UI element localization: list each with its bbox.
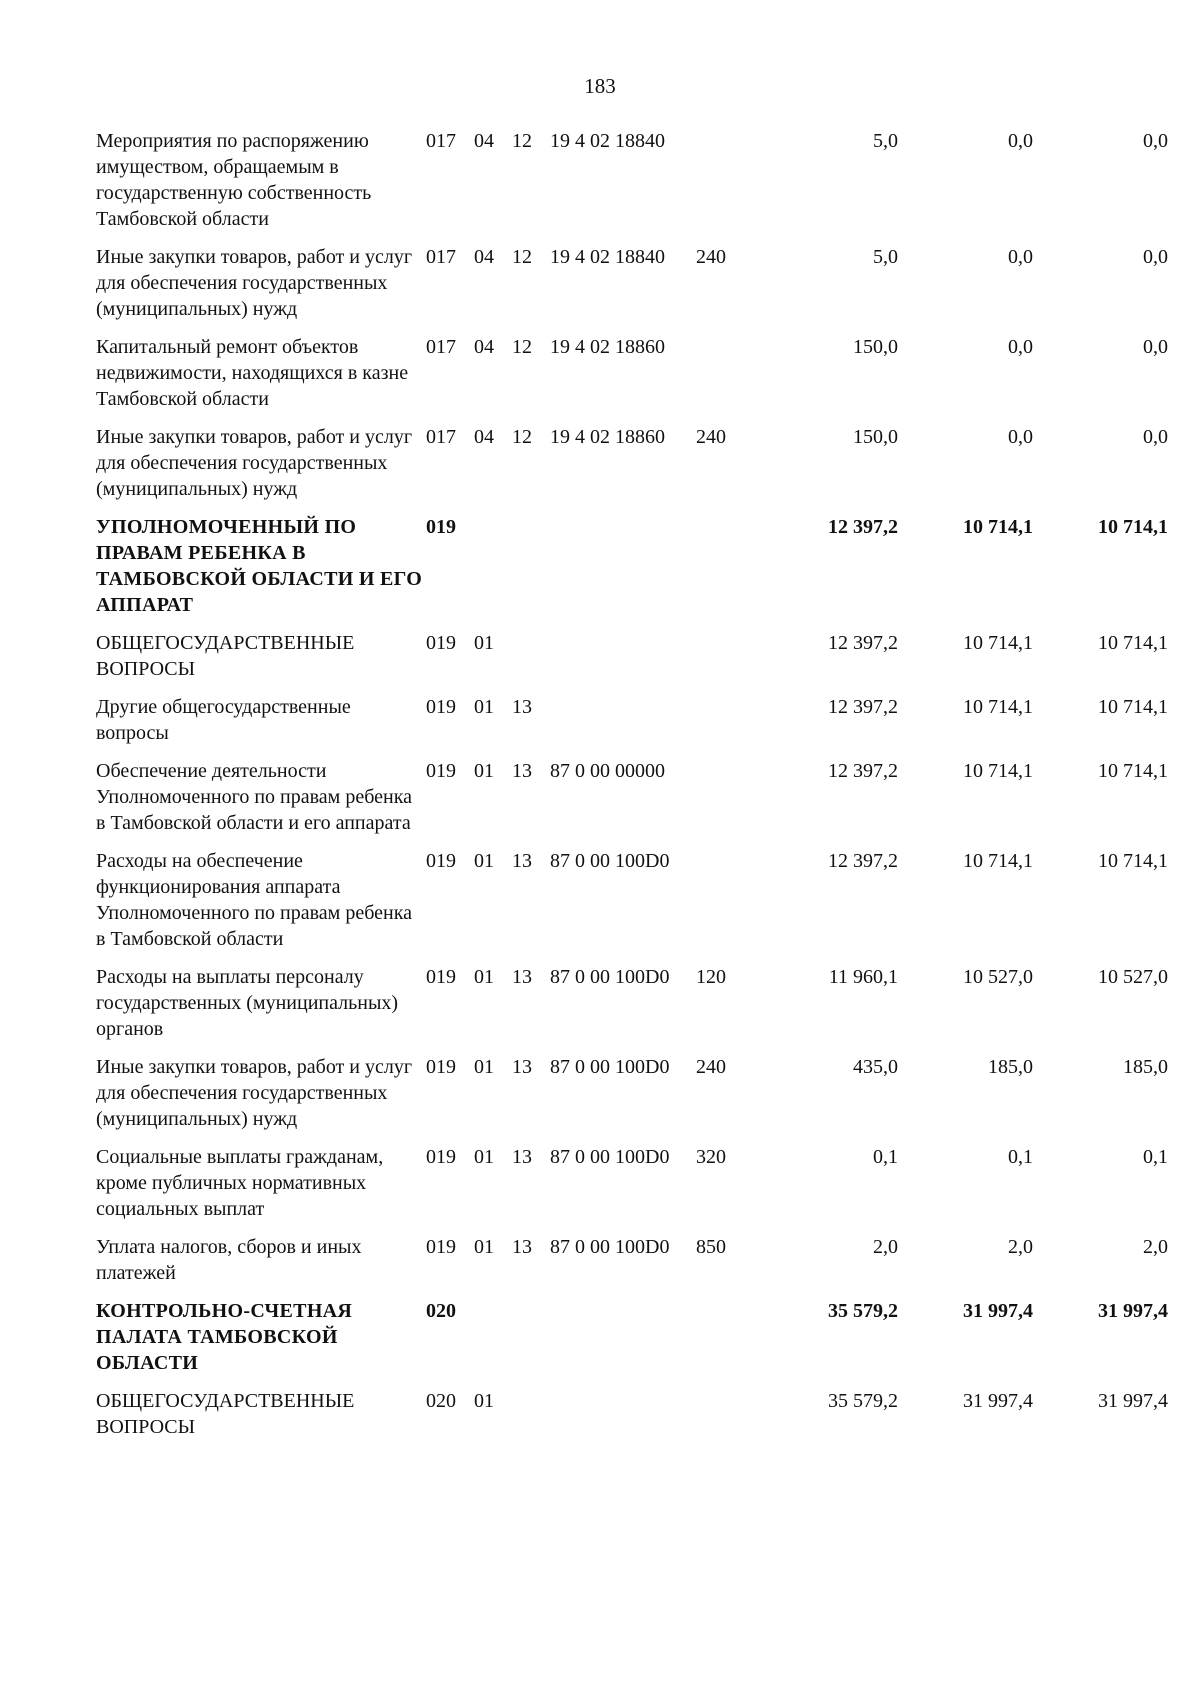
- row-vr: [696, 334, 748, 424]
- table-row: [96, 334, 1168, 424]
- row-name: Капитальный ремонт объектов недвижимости, находящихся в казне Тамбовской области: [96, 336, 409, 410]
- row-vr: 320: [696, 1146, 726, 1168]
- row-year3: 0,0: [1143, 426, 1168, 448]
- row-gr: 019: [426, 850, 456, 872]
- row-csr: 87 0 00 100D0: [550, 966, 670, 988]
- row-rz: [474, 514, 512, 630]
- row-year3: 185,0: [1123, 1056, 1168, 1078]
- row-name: Иные закупки товаров, работ и услуг для обеспечения государственных (муниципальных) нужд: [96, 246, 413, 320]
- row-pr: [512, 514, 550, 630]
- row-csr: [550, 694, 696, 758]
- row-year2: 10 714,1: [963, 696, 1033, 718]
- row-vr: 240: [696, 246, 726, 268]
- row-pr: 13: [512, 966, 532, 988]
- row-vr: 240: [696, 426, 726, 448]
- row-gr: 019: [426, 1236, 456, 1258]
- table-row: [96, 128, 1168, 244]
- row-pr: 13: [512, 696, 532, 718]
- row-year3: 2,0: [1143, 1236, 1168, 1258]
- row-gr: 019: [426, 632, 456, 654]
- row-rz: 01: [474, 696, 494, 718]
- row-vr: 120: [696, 966, 726, 988]
- row-year3: 10 714,1: [1098, 850, 1168, 872]
- row-pr: 13: [512, 850, 532, 872]
- row-year3: 0,0: [1143, 246, 1168, 268]
- table-row: [96, 964, 1168, 1054]
- row-pr: 12: [512, 130, 532, 152]
- row-csr: 87 0 00 100D0: [550, 850, 670, 872]
- row-gr: 017: [426, 246, 456, 268]
- row-csr: [550, 514, 696, 630]
- row-pr: [512, 630, 550, 694]
- row-year3: 10 527,0: [1098, 966, 1168, 988]
- row-pr: 13: [512, 1236, 532, 1258]
- row-year3: 31 997,4: [1098, 1390, 1168, 1412]
- table-row: [96, 1298, 1168, 1388]
- row-year1: 150,0: [853, 336, 898, 358]
- budget-table-body: [96, 128, 1168, 1452]
- row-gr: 019: [426, 760, 456, 782]
- row-year1: 435,0: [853, 1056, 898, 1078]
- row-year2: 31 997,4: [963, 1300, 1033, 1322]
- table-row: [96, 1388, 1168, 1452]
- row-gr: 019: [426, 1146, 456, 1168]
- row-year2: 31 997,4: [963, 1390, 1033, 1412]
- table-row: [96, 1054, 1168, 1144]
- row-gr: 020: [426, 1390, 456, 1412]
- row-year1: 12 397,2: [828, 696, 898, 718]
- row-year1: 35 579,2: [828, 1300, 898, 1322]
- table-row: [96, 1234, 1168, 1298]
- row-vr: [696, 630, 748, 694]
- row-pr: 13: [512, 760, 532, 782]
- row-gr: 017: [426, 426, 456, 448]
- row-gr: 019: [426, 516, 456, 538]
- row-year3: 31 997,4: [1098, 1300, 1168, 1322]
- row-pr: [512, 1388, 550, 1452]
- row-rz: [474, 1298, 512, 1388]
- row-vr: [696, 758, 748, 848]
- row-csr: 19 4 02 18840: [550, 130, 665, 152]
- row-year2: 2,0: [1008, 1236, 1033, 1258]
- row-year1: 12 397,2: [828, 632, 898, 654]
- row-rz: 01: [474, 966, 494, 988]
- row-rz: 04: [474, 130, 494, 152]
- row-name: УПОЛНОМОЧЕННЫЙ ПО ПРАВАМ РЕБЕНКА В ТАМБОВСКОЙ ОБЛАСТИ И ЕГО АППАРАТ: [96, 516, 423, 616]
- row-pr: 13: [512, 1146, 532, 1168]
- row-vr: [696, 1298, 748, 1388]
- row-year1: 11 960,1: [828, 966, 898, 988]
- row-year3: 10 714,1: [1098, 696, 1168, 718]
- row-rz: 01: [474, 850, 494, 872]
- row-vr: [696, 128, 748, 244]
- row-rz: 01: [474, 1236, 494, 1258]
- row-year2: 10 714,1: [963, 516, 1033, 538]
- row-year1: 5,0: [873, 246, 898, 268]
- row-name: Мероприятия по распоряжению имуществом, обращаемым в государственную собственность Тамбовской области: [96, 130, 372, 230]
- row-year3: 10 714,1: [1098, 516, 1168, 538]
- table-row: [96, 1144, 1168, 1234]
- row-rz: 04: [474, 336, 494, 358]
- row-name: Иные закупки товаров, работ и услуг для обеспечения государственных (муниципальных) нужд: [96, 1056, 413, 1130]
- row-gr: 017: [426, 336, 456, 358]
- row-year3: 0,0: [1143, 336, 1168, 358]
- row-rz: 01: [474, 1146, 494, 1168]
- row-year2: 185,0: [988, 1056, 1033, 1078]
- row-rz: 01: [474, 1056, 494, 1078]
- table-row: [96, 848, 1168, 964]
- row-csr: [550, 630, 696, 694]
- row-vr: 850: [696, 1236, 726, 1258]
- row-csr: 87 0 00 00000: [550, 760, 665, 782]
- table-row: [96, 630, 1168, 694]
- table-row: [96, 758, 1168, 848]
- page-number: 183: [584, 74, 616, 98]
- row-name: Уплата налогов, сборов и иных платежей: [96, 1236, 362, 1284]
- row-year3: 10 714,1: [1098, 760, 1168, 782]
- row-csr: 19 4 02 18840: [550, 246, 665, 268]
- row-name: Социальные выплаты гражданам, кроме публичных нормативных социальных выплат: [96, 1146, 384, 1220]
- row-rz: 04: [474, 246, 494, 268]
- row-gr: 019: [426, 696, 456, 718]
- row-name: Обеспечение деятельности Уполномоченного по правам ребенка в Тамбовской области и его аппарата: [96, 760, 412, 834]
- row-pr: 13: [512, 1056, 532, 1078]
- row-vr: [696, 1388, 748, 1452]
- row-csr: 87 0 00 100D0: [550, 1056, 670, 1078]
- row-gr: 017: [426, 130, 456, 152]
- row-year1: 5,0: [873, 130, 898, 152]
- row-name: Другие общегосударственные вопросы: [96, 696, 351, 744]
- row-pr: [512, 1298, 550, 1388]
- row-pr: 12: [512, 336, 532, 358]
- table-row: [96, 424, 1168, 514]
- row-csr: 19 4 02 18860: [550, 426, 665, 448]
- row-year2: 0,0: [1008, 336, 1033, 358]
- row-pr: 12: [512, 246, 532, 268]
- row-year1: 0,1: [873, 1146, 898, 1168]
- row-year1: 12 397,2: [828, 516, 898, 538]
- row-rz: 01: [474, 1390, 494, 1412]
- row-year3: 0,1: [1143, 1146, 1168, 1168]
- row-year2: 10 714,1: [963, 850, 1033, 872]
- row-csr: 87 0 00 100D0: [550, 1236, 670, 1258]
- row-rz: 01: [474, 760, 494, 782]
- row-csr: [550, 1388, 696, 1452]
- row-csr: [550, 1298, 696, 1388]
- table-row: [96, 694, 1168, 758]
- row-year3: 10 714,1: [1098, 632, 1168, 654]
- row-year1: 12 397,2: [828, 760, 898, 782]
- row-vr: [696, 848, 748, 964]
- row-year1: 35 579,2: [828, 1390, 898, 1412]
- row-year2: 10 714,1: [963, 760, 1033, 782]
- row-year2: 0,0: [1008, 426, 1033, 448]
- row-year1: 150,0: [853, 426, 898, 448]
- row-name: ОБЩЕГОСУДАРСТВЕННЫЕ ВОПРОСЫ: [96, 1390, 355, 1438]
- row-year2: 0,1: [1008, 1146, 1033, 1168]
- row-year1: 2,0: [873, 1236, 898, 1258]
- row-name: Расходы на выплаты персоналу государственных (муниципальных) органов: [96, 966, 399, 1040]
- row-year2: 10 527,0: [963, 966, 1033, 988]
- row-year2: 0,0: [1008, 130, 1033, 152]
- table-row: [96, 514, 1168, 630]
- row-vr: 240: [696, 1056, 726, 1078]
- row-year1: 12 397,2: [828, 850, 898, 872]
- row-year2: 0,0: [1008, 246, 1033, 268]
- row-vr: [696, 514, 748, 630]
- row-name: Иные закупки товаров, работ и услуг для обеспечения государственных (муниципальных) нужд: [96, 426, 413, 500]
- row-name: КОНТРОЛЬНО-СЧЕТНАЯ ПАЛАТА ТАМБОВСКОЙ ОБЛАСТИ: [96, 1300, 353, 1374]
- row-name: ОБЩЕГОСУДАРСТВЕННЫЕ ВОПРОСЫ: [96, 632, 355, 680]
- row-gr: 019: [426, 966, 456, 988]
- table-row: [96, 244, 1168, 334]
- row-rz: 04: [474, 426, 494, 448]
- row-name: Расходы на обеспечение функционирования аппарата Уполномоченного по правам ребенка в Тамбовской области: [96, 850, 412, 950]
- row-pr: 12: [512, 426, 532, 448]
- row-csr: 19 4 02 18860: [550, 336, 665, 358]
- row-csr: 87 0 00 100D0: [550, 1146, 670, 1168]
- row-year2: 10 714,1: [963, 632, 1033, 654]
- row-rz: 01: [474, 632, 494, 654]
- budget-table: [96, 128, 1168, 1452]
- row-year3: 0,0: [1143, 130, 1168, 152]
- row-vr: [696, 694, 748, 758]
- row-gr: 019: [426, 1056, 456, 1078]
- row-gr: 020: [426, 1300, 456, 1322]
